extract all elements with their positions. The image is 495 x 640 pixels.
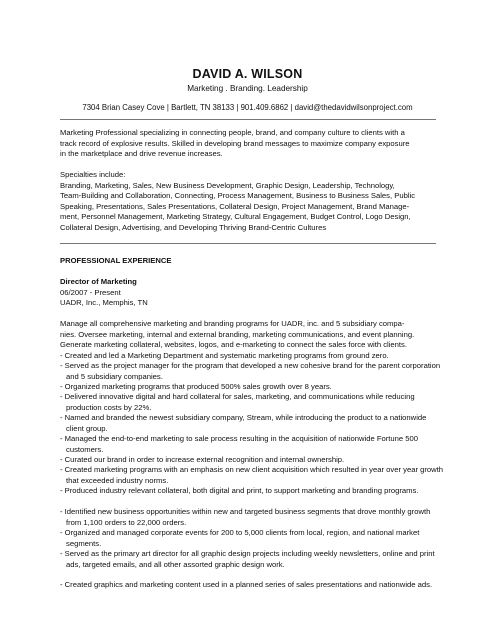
divider bbox=[60, 243, 436, 244]
tagline: Marketing . Branding. Leadership bbox=[187, 84, 308, 93]
bullet-item: - Managed the end-to-end marketing to sale process resulting in the acquisition of nationwide Fortune 500 customers. bbox=[60, 434, 419, 454]
summary-line: Marketing Professional specializing in connecting people, brand, and company culture to clients with a bbox=[60, 128, 405, 137]
bullet-item: - Created and led a Marketing Department and systematic marketing programs from ground zero. bbox=[60, 351, 389, 360]
section-title-experience: PROFESSIONAL EXPERIENCE bbox=[60, 256, 172, 265]
specialties-line: ment, Personnel Management, Marketing Strategy, Cultural Engagement, Budget Control, Logo Design, bbox=[60, 212, 411, 221]
summary-line: in the marketplace and drive revenue increases. bbox=[60, 149, 223, 158]
divider bbox=[60, 119, 436, 120]
specialties-heading: Specialties include: bbox=[60, 170, 126, 179]
bullet-item: - Organized and managed corporate events for 200 to 5,000 clients from local, region, and national market segments. bbox=[60, 528, 420, 548]
job-description bbox=[60, 319, 440, 351]
specialties-line: Team-Building and Collaboration, Connecting, Process Management, Business to Business Sales, Public bbox=[60, 191, 416, 200]
specialties-line: Branding, Marketing, Sales, New Business Development, Graphic Design, Leadership, Technology, bbox=[60, 180, 395, 190]
description-line: Manage all comprehensive marketing and branding programs for UADR, inc. and 5 subsidiary compa- bbox=[60, 319, 405, 328]
specialties-line: Collateral Design, Advertising, and Developing Thriving Brand-Centric Cultures bbox=[60, 222, 327, 232]
job-company: UADR, Inc., Memphis, TN bbox=[60, 298, 148, 307]
description-line: Generate marketing collateral, websites, logos, and e-marketing to connect the sales force with clients. bbox=[60, 340, 407, 349]
bullet-item: - Curated our brand in order to increase external recognition and internal ownership. bbox=[60, 455, 345, 464]
job-title: Director of Marketing bbox=[60, 277, 137, 286]
summary bbox=[60, 128, 440, 160]
bullet-item: - Served as the primary art director for all graphic design projects including weekly newsletters, online and print ads, targeted emails, and all other assorted graphic design work. bbox=[60, 549, 435, 569]
specialties bbox=[60, 170, 440, 233]
bullet-item: - Created graphics and marketing content used in a planned series of sales presentations and nationwide ads. bbox=[60, 580, 433, 589]
specialties-line: Speaking, Presentations, Sales Presentations, Collateral Design, Project Management, Brand Manage- bbox=[60, 201, 410, 211]
bullet-item: - Delivered innovative digital and hard collateral for sales, marketing, and communications while reducing production costs by 22%. bbox=[60, 392, 415, 412]
summary-line: track record of explosive results. Skilled in developing brand messages to maximize company exposure bbox=[60, 138, 410, 148]
job-dates: 06/2007 - Present bbox=[60, 287, 121, 297]
bullet-item: - Served as the project manager for the program that developed a new cohesive brand for the parent corporation and 5 subsidiary companies. bbox=[60, 361, 441, 381]
description-line: nies. Oversee marketing, internal and external branding, marketing communications, and event planning. bbox=[60, 329, 415, 339]
job-header bbox=[60, 277, 440, 309]
bullet-item: - Created marketing programs with an emphasis on new client acquisition which resulted in year over year growth that exceeded industry norms. bbox=[60, 465, 444, 485]
candidate-name: DAVID A. WILSON bbox=[192, 67, 303, 81]
bullet-item: - Produced industry relevant collateral, both digital and print, to support marketing and branding programs. bbox=[60, 486, 419, 495]
bullet-item: - Identified new business opportunities within new and targeted business segments that drove monthly growth from 1,100 orders to 22,000 orders. bbox=[60, 507, 431, 527]
bullet-item: - Named and branded the newest subsidiary company, Stream, while introducing the product to a nationwide client group. bbox=[60, 413, 427, 433]
contact-line: 7304 Brian Casey Cove | Bartlett, TN 38133 | 901.409.6862 | david@thedavidwilsonproject.com bbox=[82, 103, 413, 112]
bullet-item: - Organized marketing programs that produced 500% sales growth over 8 years. bbox=[60, 382, 332, 391]
